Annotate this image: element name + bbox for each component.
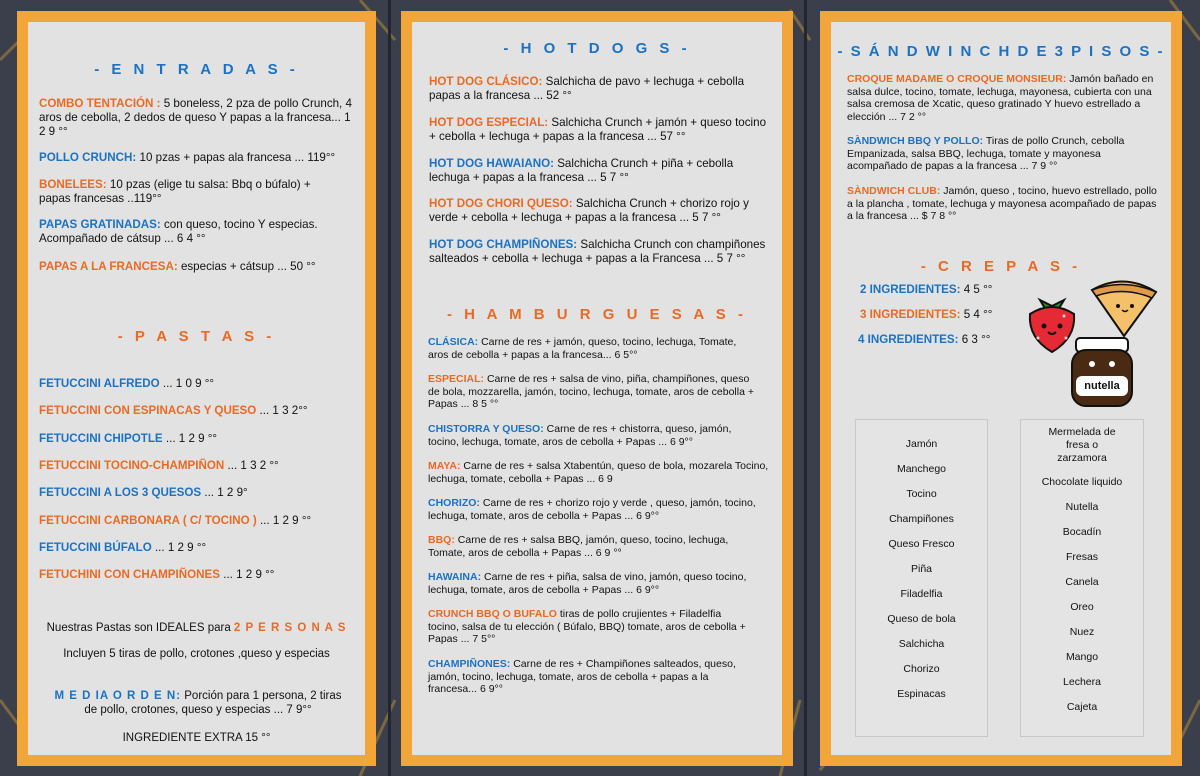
- hamburguesa-item: CLÁSICA: Carne de res + jamón, queso, tocino, lechuga, Tomate, aros de cebolla + papas a la francesa... 6 5°°: [428, 336, 737, 361]
- sweet-ingredients-list: [1020, 426, 1144, 721]
- salty-ingredients-list: [855, 438, 988, 708]
- hamburguesa-item: HAWAINA: Carne de res + piña, salsa de vino, jamón, queso tocino, lechuga, tomate, aros de cebolla + Papas ... 6 9°°: [428, 571, 747, 596]
- pastas-title: - P A S T A S -: [117, 328, 276, 345]
- crepa-option: 2 INGREDIENTES: 4 5 °°: [860, 283, 993, 296]
- ingredient-item: Mango: [1065, 651, 1099, 663]
- pasta-item: FETUCCINI A LOS 3 QUESOS ... 1 2 9°: [39, 486, 248, 499]
- hamburguesa-item: CHISTORRA Y QUESO: Carne de res + chistorra, queso, jamón, tocino, lechuga, tomate, aros de cebolla + Papas ... 6 9°°: [428, 423, 732, 448]
- nutella-jar-label: nutella: [1084, 380, 1120, 392]
- entradas-item: PAPAS GRATINADAS: con queso, tocino Y especias. Acompañado de cátsup ... 6 4 °°: [39, 218, 318, 245]
- hotdog-item: HOT DOG ESPECIAL: Salchicha Crunch + jamón + queso tocino + cebolla + lechuga + papas a la francesa ... 57 °°: [429, 116, 767, 143]
- ingredient-item: Lechera: [1063, 676, 1101, 688]
- crepe-icon: [1088, 272, 1160, 338]
- ingredient-item: Oreo: [1070, 601, 1094, 613]
- ingredient-item: Bocadín: [1062, 526, 1102, 538]
- ingredient-item: Nutella: [1065, 501, 1099, 513]
- fold-line-right: [804, 0, 807, 776]
- hamburguesa-item: CRUNCH BBQ O BUFALO tiras de pollo crujientes + Filadelfia tocino, salsa de tu elección ( Búfalo, BBQ) tomate, aros de cebolla + Papas ... 7 5°°: [428, 608, 746, 645]
- pasta-item: FETUCHINI CON CHAMPIÑONES ... 1 2 9 °°: [39, 568, 275, 581]
- entradas-item: POLLO CRUNCH: 10 pzas + papas ala francesa ... 119°°: [39, 151, 336, 164]
- ingredient-item: Salchicha: [898, 638, 945, 650]
- entradas-item: BONELEES: 10 pzas (elige tu salsa: Bbq o búfalo) + papas francesas ..119°°: [39, 178, 311, 205]
- sandwich-item: CROQUE MADAME O CROQUE MONSIEUR: Jamón bañado en salsa dulce, tocino, tomate, lechuga, mayonesa, cubierta con una salsa cremosa de Xcatic, queso gratinado Y huevo estrellado a elección ... 7 2 °°: [847, 73, 1154, 123]
- pastas-includes-note: Incluyen 5 tiras de pollo, crotones ,queso y especias: [63, 648, 330, 660]
- ingredient-item: Manchego: [896, 463, 947, 475]
- sandwich-item: SÀNDWICH CLUB: Jamón, queso , tocino, huevo estrellado, pollo a la plancha , tomate, lechuga y mayonesa acompañado de papas a la francesa ... $ 7 8 °°: [847, 185, 1157, 222]
- ingredient-item: Cajeta: [1066, 701, 1098, 713]
- crepa-option: 3 INGREDIENTES: 5 4 °°: [860, 308, 993, 321]
- crepas-title: - C R E P A S -: [920, 258, 1082, 275]
- ingredient-item: Queso Fresco: [888, 538, 955, 550]
- entradas-item: COMBO TENTACIÓN : 5 boneless, 2 pza de pollo Crunch, 4 aros de cebolla, 2 dedos de queso Y papas a la francesa... 1 2 9 °°: [39, 97, 352, 138]
- ingredient-item: Chorizo: [903, 663, 940, 675]
- hamburguesa-item: MAYA: Carne de res + salsa Xtabentún, queso de bola, mozarela Tocino, lechuga, tomate, cebolla + Papas ... 6 9: [428, 460, 769, 485]
- ingredient-item: Mermelada de fresa o zarzamora: [1048, 426, 1116, 464]
- hotdog-item: HOT DOG CHORI QUESO: Salchicha Crunch + chorizo rojo y verde + cebolla + lechuga + papas a la francesa ... 5 7 °°: [429, 197, 749, 224]
- pastas-ideal-note: Nuestras Pastas son IDEALES para 2 P E R S O N A S: [46, 622, 347, 634]
- hamburguesas-title: - H A M B U R G U E S A S -: [447, 306, 747, 323]
- hotdog-item: HOT DOG CLÁSICO: Salchicha de pavo + lechuga + cebolla papas a la francesa ... 52 °°: [429, 75, 745, 102]
- pasta-item: FETUCCINI BÚFALO ... 1 2 9 °°: [39, 541, 207, 554]
- pasta-item: FETUCCINI ALFREDO ... 1 0 9 °°: [39, 377, 215, 390]
- ingredient-item: Fresas: [1065, 551, 1099, 563]
- ingredient-item: Piña: [910, 563, 932, 575]
- hamburguesa-item: ESPECIAL: Carne de res + salsa de vino, piña, champiñones, queso de bola, mozzarella, jamón, tocino, lechuga, tomate, aros de cebolla + Papas ... 8 5 °°: [428, 373, 754, 410]
- ingredient-item: Nuez: [1069, 626, 1095, 638]
- ingrediente-extra: INGREDIENTE EXTRA 15 °°: [122, 732, 271, 744]
- fold-line-left: [388, 0, 391, 776]
- ingredient-item: Chocolate liquido: [1041, 476, 1123, 488]
- sandwich-title: - S Á N D W I N C H D E 3 P I S O S -: [837, 43, 1165, 60]
- ingredient-item: Filadelfia: [900, 588, 943, 600]
- hotdog-item: HOT DOG HAWAIANO: Salchicha Crunch + piña + cebolla lechuga + papas a la francesa ... 5 7 °°: [429, 157, 734, 184]
- pasta-item: FETUCCINI CHIPOTLE ... 1 2 9 °°: [39, 432, 218, 445]
- ingredient-item: Tocino: [906, 488, 937, 500]
- hamburguesa-item: CHAMPIÑONES: Carne de res + Champiñones salteados, queso, jamón, tocino, lechuga, tomate, aros de cebolla + papas a la francesa... 6 9°°: [428, 658, 736, 695]
- hotdog-item: HOT DOG CHAMPIÑONES: Salchicha Crunch con champiñones salteados + cebolla + lechuga + papas a la Francesa ... 5 7 °°: [429, 238, 766, 265]
- ingredient-item: Canela: [1065, 576, 1099, 588]
- entradas-title: - E N T R A D A S -: [94, 61, 299, 78]
- ingredient-item: Queso de bola: [887, 613, 956, 625]
- entradas-item: PAPAS A LA FRANCESA: especias + cátsup ... 50 °°: [39, 260, 316, 273]
- media-orden-note: M E D IA O R D E N: Porción para 1 persona, 2 tiras de pollo, crotones, queso y especias ... 7 9°°: [54, 690, 342, 716]
- ingredient-item: Jamón: [905, 438, 938, 450]
- pasta-item: FETUCCINI TOCINO-CHAMPIÑON ... 1 3 2 °°: [39, 459, 279, 472]
- sandwich-item: SÀNDWICH BBQ Y POLLO: Tiras de pollo Crunch, cebolla Empanizada, salsa BBQ, lechuga, tomate y mayonesa acompañado de papas a la francesa ... 7 9 °°: [847, 135, 1125, 172]
- hamburguesa-item: CHORIZO: Carne de res + chorizo rojo y verde , queso, jamón, tocino, lechuga, tomate, aros de cebolla + Papas ... 6 9°°: [428, 497, 756, 522]
- ingredient-item: Espinacas: [897, 688, 946, 700]
- crepa-option: 4 INGREDIENTES: 6 3 °°: [858, 333, 991, 346]
- hotdogs-title: - H O T D O G S -: [503, 40, 691, 57]
- hamburguesa-item: BBQ: Carne de res + salsa BBQ, jamón, queso, tocino, lechuga, Tomate, aros de cebolla + Papas ... 6 9 °°: [428, 534, 729, 559]
- nutella-jar-icon: [1068, 336, 1136, 408]
- ingredient-item: Champiñones: [889, 513, 954, 525]
- pasta-item: FETUCCINI CON ESPINACAS Y QUESO ... 1 3 2°°: [39, 404, 308, 417]
- pasta-item: FETUCCINI CARBONARA ( C/ TOCINO ) ... 1 2 9 °°: [39, 514, 312, 527]
